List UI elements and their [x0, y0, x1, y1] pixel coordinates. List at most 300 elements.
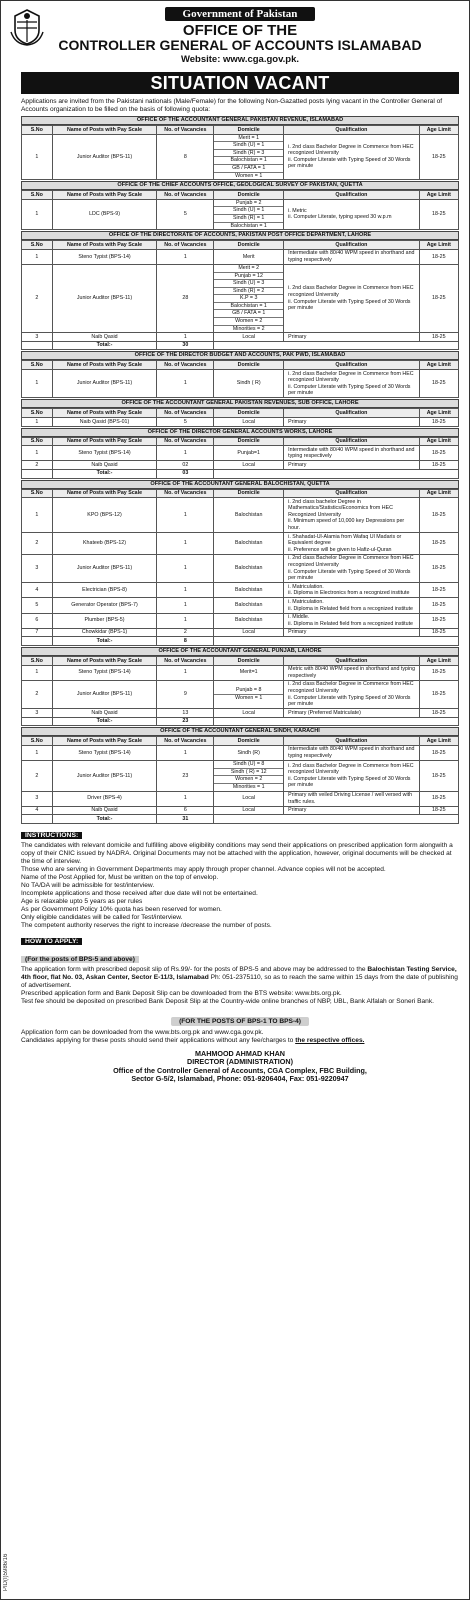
qualification-item: ii. Computer Literate with Typing Speed of 30 Words per minute	[288, 568, 411, 582]
domicile-item: Local	[242, 807, 256, 814]
qualification-item: i. Matriculation.	[288, 598, 324, 605]
post-name: Junior Auditor (BPS-11)	[52, 554, 157, 582]
column-header-sno: S.No	[22, 241, 53, 250]
table-row	[22, 199, 459, 229]
age-limit: 18-25	[419, 533, 458, 555]
column-header-post: Name of Posts with Pay Scale	[52, 126, 157, 135]
qualification-cell	[284, 498, 419, 533]
table-row	[22, 134, 459, 180]
domicile-item: Balochistan	[235, 540, 263, 547]
table-header-row	[22, 191, 459, 200]
column-header-age: Age Limit	[419, 361, 458, 370]
domicile-item: Local	[242, 418, 256, 425]
header	[21, 4, 459, 68]
age-limit: 18-25	[419, 199, 458, 229]
vacancy-count: 1	[157, 791, 214, 806]
section-title: OFFICE OF THE DIRECTORATE OF ACCOUNTS, PAKISTAN POST OFFICE DEPARTMENT, LAHORE	[21, 231, 459, 240]
qualification-item: i. Middle.	[288, 614, 310, 621]
vacancy-count: 2	[157, 628, 214, 637]
domicile-item: Merit = 1	[214, 135, 283, 143]
post-name: Junior Auditor (BPS-11)	[52, 134, 157, 180]
vacancy-count: 28	[157, 264, 214, 332]
column-header-dom: Domicile	[214, 409, 284, 418]
age-limit: 18-25	[419, 249, 458, 264]
domicile-item: Balochistan = 1	[214, 157, 283, 165]
domicile-cell	[214, 709, 284, 718]
age-limit: 18-25	[419, 446, 458, 461]
domicile-item: Punjab=1	[237, 449, 260, 456]
signature-block	[21, 1050, 459, 1084]
column-header-qual: Qualification	[284, 437, 419, 446]
section-title: OFFICE OF THE ACCOUNTANT GENERAL PAKISTAN REVENUE, ISLAMABAD	[21, 116, 459, 125]
instructions-list	[21, 842, 459, 930]
domicile-item: Minorities = 1	[232, 783, 265, 790]
domicile-item: Sindh (R) = 3	[214, 150, 283, 158]
vacancy-table	[21, 437, 459, 479]
post-name: LDC (BPS-9)	[52, 199, 157, 229]
state-emblem-icon	[9, 8, 45, 46]
domicile-item: Balochistan	[235, 565, 263, 572]
column-header-dom: Domicile	[214, 361, 284, 370]
domicile-item: Sindh (U) = 1	[214, 142, 283, 150]
column-header-vac: No. of Vacancies	[157, 361, 214, 370]
vacancy-section	[21, 116, 459, 180]
column-header-sno: S.No	[22, 409, 53, 418]
domicile-cell	[214, 264, 284, 332]
table-row	[22, 665, 459, 680]
instruction-line: Name of the Post Applied for, Must be written on the top of envelop.	[21, 873, 219, 881]
intro-text: Applications are invited from the Pakistani nationals (Male/Female) for the following Non-Gazatted posts lying vacant in the Controller General of Accounts organization to be filled on the basis of following quota:	[21, 98, 443, 113]
domicile-cell	[214, 761, 284, 791]
serial-number: 1	[22, 199, 53, 229]
column-header-vac: No. of Vacancies	[157, 657, 214, 666]
qualification-cell	[284, 709, 419, 718]
qualification-item: Intermediate with 80/40 WPM speed in shorthand and typing respectively	[288, 746, 415, 760]
domicile-cell	[214, 461, 284, 470]
serial-number: 3	[22, 791, 53, 806]
post-name: Naib Qasid (BPS-01)	[52, 418, 157, 427]
serial-number: 4	[22, 583, 53, 598]
vacancy-count: 1	[157, 583, 214, 598]
section-title: OFFICE OF THE ACCOUNTANT GENERAL PUNJAB, LAHORE	[21, 647, 459, 656]
table-row	[22, 791, 459, 806]
column-header-sno: S.No	[22, 437, 53, 446]
serial-number: 1	[22, 665, 53, 680]
age-limit: 18-25	[419, 791, 458, 806]
post-name: Naib Qasid	[52, 461, 157, 470]
apply-paragraph-2: Prescribed application form and Bank Deposit Slip can be downloaded from the BTS website: www.bts.org.pk.	[21, 989, 342, 997]
qualification-cell	[284, 533, 419, 555]
post-name: KPO (BPS-12)	[52, 498, 157, 533]
column-header-vac: No. of Vacancies	[157, 437, 214, 446]
domicile-item: Punjab = 12	[214, 273, 283, 281]
column-header-post: Name of Posts with Pay Scale	[52, 241, 157, 250]
table-header-row	[22, 737, 459, 746]
column-header-sno: S.No	[22, 191, 53, 200]
column-header-sno: S.No	[22, 489, 53, 498]
column-header-qual: Qualification	[284, 657, 419, 666]
domicile-cell	[214, 791, 284, 806]
vacancy-section	[21, 480, 459, 646]
age-limit: 18-25	[419, 370, 458, 398]
domicile-cell	[214, 665, 284, 680]
serial-number: 2	[22, 461, 53, 470]
qualification-item: Primary	[288, 807, 307, 814]
instruction-line: Incomplete applications and those received after due date will not be entertained.	[21, 889, 258, 897]
qualification-item: ii. Computer Literate with Typing Speed of 30 Words per minute	[288, 694, 411, 708]
column-header-post: Name of Posts with Pay Scale	[52, 657, 157, 666]
domicile-cell	[214, 333, 284, 342]
vacancy-count: 5	[157, 418, 214, 427]
post-name: Steno Typist (BPS-14)	[52, 249, 157, 264]
domicile-item: Merit=1	[239, 669, 258, 676]
column-header-age: Age Limit	[419, 489, 458, 498]
table-header-row	[22, 657, 459, 666]
qualification-item: ii. Diploma in Related field from a recognized institute	[288, 605, 413, 612]
instruction-line: The competent authority reserves the right to increase /decrease the number of posts.	[21, 921, 272, 929]
vacancy-count: 1	[157, 446, 214, 461]
column-header-dom: Domicile	[214, 657, 284, 666]
domicile-item: Sindh (U) = 8	[214, 761, 283, 769]
side-reference-id: PID(I)5986/16	[3, 1553, 9, 1591]
table-row	[22, 680, 459, 708]
qualification-cell	[284, 461, 419, 470]
domicile-cell	[214, 554, 284, 582]
qualification-item: Intermediate with 80/40 WPM speed in shorthand and typing respectively	[288, 446, 415, 460]
post-name: Naib Qasid	[52, 333, 157, 342]
domicile-item: Sindh (R) = 2	[214, 288, 283, 296]
vacancy-section	[21, 727, 459, 824]
vacancy-table	[21, 190, 459, 230]
qualification-item: Metric with 80/40 WPM speed in shorthand and typing respectively	[288, 666, 416, 679]
column-header-age: Age Limit	[419, 241, 458, 250]
qualification-item: i. 2nd class Bachelor Degree in Commerce from HEC recognized University	[288, 370, 414, 384]
bps1-label: (FOR THE POSTS OF BPS-1 TO BPS-4)	[171, 1017, 309, 1026]
column-header-vac: No. of Vacancies	[157, 489, 214, 498]
qualification-item: i. 2nd class Bachelor Degree in Commerce from HEC recognized University	[288, 681, 414, 694]
vacancy-count: 1	[157, 249, 214, 264]
domicile-item: Local	[242, 461, 256, 468]
column-header-age: Age Limit	[419, 437, 458, 446]
qualification-item: ii. Computer Literate with Typing Speed of 30 Words per minute	[288, 383, 411, 397]
qualification-item: i. Metric	[288, 207, 307, 214]
bps1-label-wrap	[21, 1010, 459, 1028]
domicile-item: Balochistan	[235, 511, 263, 518]
table-row	[22, 498, 459, 533]
instruction-line: Only eligible candidates will be called for Test/interview.	[21, 913, 183, 921]
table-row	[22, 249, 459, 264]
table-row	[22, 461, 459, 470]
column-header-vac: No. of Vacancies	[157, 241, 214, 250]
bts-address: Balochistan Testing Service, 4th floor, flat No. 03, Askan Center, Sector E-11/3, Islamabad	[21, 965, 457, 981]
column-header-qual: Qualification	[284, 737, 419, 746]
domicile-item: GB / FATA = 1	[214, 310, 283, 318]
table-row	[22, 628, 459, 637]
serial-number: 1	[22, 249, 53, 264]
organization-title: CONTROLLER GENERAL OF ACCOUNTS ISLAMABAD	[58, 37, 422, 53]
column-header-age: Age Limit	[419, 737, 458, 746]
column-header-qual: Qualification	[284, 241, 419, 250]
post-name: Chowkidar (BPS-1)	[52, 628, 157, 637]
domicile-cell	[214, 613, 284, 628]
qualification-cell	[284, 665, 419, 680]
column-header-post: Name of Posts with Pay Scale	[52, 191, 157, 200]
section-title: OFFICE OF THE ACCOUNTANT GENERAL SINDH, KARACHI	[21, 727, 459, 736]
qualification-cell	[284, 791, 419, 806]
total-value: 30	[157, 341, 214, 350]
apply-paragraph-3: Test fee should be deposited on prescribed Bank Deposit Slip at the Country-wide online branches of NBP, UBL, Bank Alfalah or Soneri Bank.	[21, 997, 434, 1005]
qualification-cell	[284, 806, 419, 815]
domicile-cell	[214, 199, 284, 229]
serial-number: 1	[22, 370, 53, 398]
domicile-cell	[214, 418, 284, 427]
qualification-item: Primary	[288, 333, 307, 340]
table-row	[22, 806, 459, 815]
domicile-cell	[214, 680, 284, 708]
vacancy-section	[21, 428, 459, 479]
domicile-cell	[214, 446, 284, 461]
serial-number: 1	[22, 446, 53, 461]
table-row	[22, 446, 459, 461]
apply-paragraph-4: Application form can be downloaded from the www.bts.org.pk and www.cga.gov.pk.	[21, 1028, 264, 1036]
domicile-cell	[214, 370, 284, 398]
qualification-item: i. 2nd class Bachelor Degree in Commerce from HEC recognized University	[288, 143, 414, 157]
column-header-dom: Domicile	[214, 241, 284, 250]
table-row	[22, 418, 459, 427]
domicile-item: Balochistan = 1	[230, 222, 267, 229]
qualification-cell	[284, 613, 419, 628]
domicile-cell	[214, 533, 284, 555]
serial-number: 3	[22, 333, 53, 342]
table-row	[22, 264, 459, 332]
instruction-line: No TA/DA will be admissible for test/interview.	[21, 881, 155, 889]
government-label: Government of Pakistan	[165, 7, 316, 21]
column-header-sno: S.No	[22, 126, 53, 135]
column-header-post: Name of Posts with Pay Scale	[52, 737, 157, 746]
total-label: Total:-	[52, 815, 157, 824]
domicile-item: Sindh ( R) = 12	[214, 769, 283, 777]
age-limit: 18-25	[419, 264, 458, 332]
table-row	[22, 370, 459, 398]
column-header-age: Age Limit	[419, 657, 458, 666]
post-name: Junior Auditor (BPS-11)	[52, 680, 157, 708]
serial-number: 1	[22, 134, 53, 180]
column-header-qual: Qualification	[284, 191, 419, 200]
domicile-item: Sindh (U) = 1	[214, 207, 283, 215]
column-header-post: Name of Posts with Pay Scale	[52, 361, 157, 370]
column-header-qual: Qualification	[284, 409, 419, 418]
serial-number: 3	[22, 554, 53, 582]
table-row	[22, 333, 459, 342]
table-header-row	[22, 437, 459, 446]
column-header-vac: No. of Vacancies	[157, 737, 214, 746]
serial-number: 3	[22, 709, 53, 718]
qualification-cell	[284, 598, 419, 613]
column-header-dom: Domicile	[214, 191, 284, 200]
domicile-cell	[214, 806, 284, 815]
total-row	[22, 815, 459, 824]
total-row	[22, 469, 459, 478]
vacancy-count: 6	[157, 806, 214, 815]
qualification-item: i. Matriculation.	[288, 583, 324, 590]
column-header-sno: S.No	[22, 737, 53, 746]
column-header-vac: No. of Vacancies	[157, 126, 214, 135]
column-header-dom: Domicile	[214, 489, 284, 498]
vacancy-count: 1	[157, 613, 214, 628]
vacancy-table	[21, 360, 459, 398]
age-limit: 18-25	[419, 680, 458, 708]
domicile-item: Merit	[242, 253, 255, 260]
website-text: Website: www.cga.gov.pk.	[180, 54, 300, 65]
qualification-cell	[284, 333, 419, 342]
qualification-cell	[284, 554, 419, 582]
qualification-item: ii. Computer Literate with Typing Speed of 30 Words per minute	[288, 156, 411, 170]
apply-paragraph-5: Candidates applying for these posts should send their applications without any fee/charges to the respective offices.	[21, 1036, 365, 1044]
column-header-post: Name of Posts with Pay Scale	[52, 489, 157, 498]
qualification-cell	[284, 745, 419, 760]
domicile-item: Minorities = 2	[232, 325, 265, 332]
table-row	[22, 745, 459, 760]
serial-number: 4	[22, 806, 53, 815]
total-label: Total:-	[52, 341, 157, 350]
instruction-line: Those who are serving in Government Departments may apply through proper channel. Advance copies will not be accepted.	[21, 865, 386, 873]
vacancy-count: 1	[157, 745, 214, 760]
age-limit: 18-25	[419, 628, 458, 637]
domicile-item: Women = 1	[235, 695, 263, 701]
vacancy-count: 5	[157, 199, 214, 229]
domicile-cell	[214, 498, 284, 533]
age-limit: 18-25	[419, 613, 458, 628]
vacancy-section	[21, 231, 459, 350]
domicile-item: Sindh (U) = 3	[214, 280, 283, 288]
qualification-cell	[284, 446, 419, 461]
qualification-item: ii. Computer Literate with Typing Speed of 30 Words per minute	[288, 298, 411, 312]
qualification-item: ii. Computer Literate, typing speed 30 w.p.m	[288, 214, 392, 221]
qualification-item: i. Shahadat-Ul-Alamia from Wafaq Ul Madaris or Equivalent degree	[288, 533, 402, 547]
total-value: 8	[157, 637, 214, 646]
instructions-heading: INSTRUCTIONS:	[21, 832, 82, 839]
qualification-item: i. 2nd class Bachelor Degree in Commerce from HEC recognized University	[288, 762, 414, 776]
section-title: OFFICE OF THE ACCOUNTANT GENERAL BALOCHISTAN, QUETTA	[21, 480, 459, 489]
age-limit: 18-25	[419, 806, 458, 815]
domicile-item: GB / FATA = 1	[214, 165, 283, 173]
vacancy-count: 9	[157, 680, 214, 708]
total-row	[22, 341, 459, 350]
table-header-row	[22, 241, 459, 250]
vacancy-count: 1	[157, 498, 214, 533]
qualification-cell	[284, 418, 419, 427]
domicile-item: Punjab = 2	[214, 200, 283, 208]
domicile-item: Local	[242, 629, 256, 636]
column-header-sno: S.No	[22, 361, 53, 370]
post-name: Junior Auditor (BPS-11)	[52, 370, 157, 398]
column-header-age: Age Limit	[419, 191, 458, 200]
post-name: Naib Qasid	[52, 709, 157, 718]
qualification-cell	[284, 370, 419, 398]
post-name: Steno Typist (BPS-14)	[52, 745, 157, 760]
instructions-block	[21, 824, 459, 930]
post-name: Junior Auditor (BPS-11)	[52, 264, 157, 332]
qualification-cell	[284, 583, 419, 598]
qualification-item: Primary	[288, 461, 307, 468]
qualification-item: Intermediate with 80/40 WPM speed in shorthand and typing respectively	[288, 250, 415, 263]
serial-number: 2	[22, 680, 53, 708]
vacancy-table	[21, 125, 459, 180]
post-name: Generator Operator (BPS-7)	[52, 598, 157, 613]
total-label: Total:-	[52, 637, 157, 646]
table-header-row	[22, 126, 459, 135]
table-header-row	[22, 361, 459, 370]
post-name: Junior Auditor (BPS-11)	[52, 761, 157, 791]
total-row	[22, 717, 459, 726]
column-header-post: Name of Posts with Pay Scale	[52, 437, 157, 446]
total-value: 03	[157, 469, 214, 478]
domicile-item: Sindh (R)	[237, 749, 260, 756]
qualification-item: i. 2nd class Bachelor Degree in Commerce from HEC recognized University	[288, 285, 414, 298]
table-header-row	[22, 489, 459, 498]
vacancy-table	[21, 489, 459, 646]
total-row	[22, 637, 459, 646]
instruction-line: As per Government Policy 10% quota has been reserved for women.	[21, 905, 222, 913]
column-header-dom: Domicile	[214, 437, 284, 446]
qualification-cell	[284, 199, 419, 229]
post-name: Driver (BPS-4)	[52, 791, 157, 806]
column-header-dom: Domicile	[214, 737, 284, 746]
vacancy-count: 8	[157, 134, 214, 180]
vacancy-count: 1	[157, 598, 214, 613]
qualification-cell	[284, 264, 419, 332]
table-row	[22, 583, 459, 598]
total-value: 23	[157, 717, 214, 726]
age-limit: 18-25	[419, 498, 458, 533]
apply-paragraph-1: The application form with prescribed deposit slip of Rs.99/- for the posts of BPS-5 and above may be addressed to the Balochistan Testing Service, 4th floor, flat No. 03, Askan Center, Sector E-11/3, Islamabad Ph: 051-2375110, so as to reach the same within 15 days from the date of publishing of advertisement.	[21, 965, 458, 989]
domicile-cell	[214, 583, 284, 598]
age-limit: 18-25	[419, 745, 458, 760]
qualification-cell	[284, 134, 419, 180]
table-row	[22, 709, 459, 718]
serial-number: 2	[22, 761, 53, 791]
vacancy-table	[21, 736, 459, 824]
age-limit: 18-25	[419, 461, 458, 470]
domicile-item: Balochistan	[235, 602, 263, 609]
post-name: Steno Typist (BPS-14)	[52, 446, 157, 461]
domicile-item: Punjab = 8	[214, 687, 283, 695]
domicile-item: K.P = 3	[214, 295, 283, 303]
column-header-post: Name of Posts with Pay Scale	[52, 409, 157, 418]
domicile-item: Local	[242, 333, 256, 340]
post-name: Plumber (BPS-5)	[52, 613, 157, 628]
qualification-item: Primary (Preferred Matriculate)	[288, 709, 361, 716]
vacancy-count: 13	[157, 709, 214, 718]
table-row	[22, 598, 459, 613]
how-to-apply-heading: HOW TO APPLY:	[21, 938, 82, 945]
vacancy-count: 1	[157, 665, 214, 680]
age-limit: 18-25	[419, 709, 458, 718]
qualification-item: i. 2nd class Bachelor Degree in Commerce from HEC recognized University	[288, 555, 414, 568]
domicile-item: Local	[242, 709, 256, 716]
qualification-item: ii. Diploma in Related field from a recognized institute	[288, 620, 413, 627]
bps5-label: (For the posts of BPS-5 and above)	[21, 956, 139, 963]
domicile-item: Merit = 2	[214, 265, 283, 273]
vacancy-sections	[21, 116, 459, 824]
post-name: Khateeb (BPS-12)	[52, 533, 157, 555]
vacancy-table	[21, 656, 459, 726]
respective-offices-text: the respective offices.	[295, 1036, 365, 1044]
column-header-vac: No. of Vacancies	[157, 191, 214, 200]
office-title: OFFICE OF THE	[182, 22, 298, 39]
domicile-cell	[214, 598, 284, 613]
domicile-cell	[214, 745, 284, 760]
